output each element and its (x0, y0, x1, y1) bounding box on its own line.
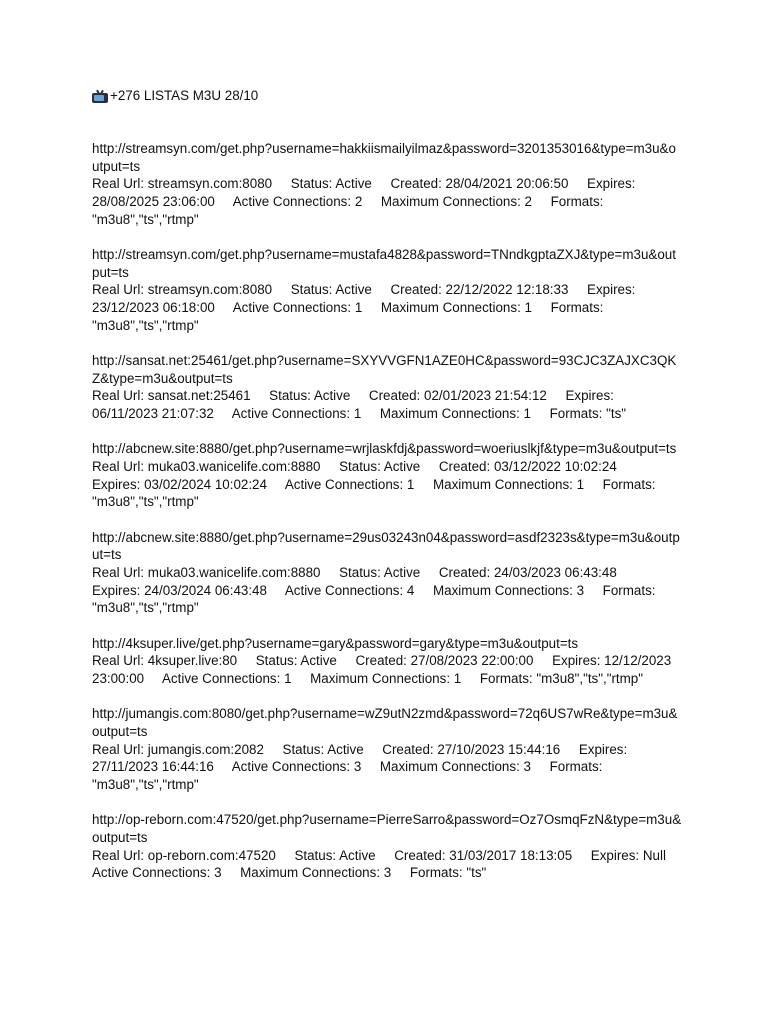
formats-text: Formats: "m3u8","ts","rtmp" (92, 476, 656, 510)
max-connections-text: Maximum Connections: 2 (380, 194, 532, 210)
playlist-url[interactable]: http://4ksuper.live/get.php?username=gary&password=gary&type=m3u&output=ts (92, 635, 579, 651)
status-text: Status: Active (269, 388, 351, 404)
playlist-entry (92, 246, 682, 335)
max-connections-text: Maximum Connections: 1 (380, 300, 532, 316)
document-title: +276 LISTAS M3U 28/10 (110, 88, 259, 104)
status-text: Status: Active (282, 741, 364, 757)
playlist-meta (92, 458, 682, 511)
document-title-row (92, 87, 682, 105)
created-text: Created: 22/12/2022 12:18:33 (390, 282, 569, 298)
playlist-url[interactable]: http://op-reborn.com:47520/get.php?username=PierreSarro&password=Oz7OsmqFzN&type=m3u&output=ts (92, 812, 682, 845)
status-text: Status: Active (290, 282, 372, 298)
playlist-url[interactable]: http://streamsyn.com/get.php?username=hakkiismailyilmaz&password=3201353016&type=m3u&output=ts (92, 141, 676, 174)
expires-text: Expires: 03/02/2024 10:02:24 (92, 476, 267, 492)
playlist-url[interactable]: http://sansat.net:25461/get.php?username=SXYVVGFN1AZE0HC&password=93CJC3ZAJXC3QKZ&type=m3u&output=ts (92, 353, 677, 386)
active-connections-text: Active Connections: 2 (232, 194, 363, 210)
playlist-url[interactable]: http://abcnew.site:8880/get.php?username=29us03243n04&password=asdf2323s&type=m3u&output=ts (92, 529, 680, 563)
active-connections-text: Active Connections: 1 (231, 406, 362, 422)
formats-text: Formats: "ts" (549, 406, 627, 422)
max-connections-text: Maximum Connections: 1 (432, 476, 585, 492)
status-text: Status: Active (290, 176, 372, 192)
playlist-meta (92, 741, 682, 794)
playlist-entry (92, 529, 682, 618)
playlist-meta (92, 564, 682, 617)
playlist-entry (92, 705, 682, 794)
expires-text: Expires: 06/11/2023 21:07:32 (92, 388, 614, 422)
expires-text: Expires: 23/12/2023 06:18:00 (92, 282, 636, 316)
real-url-text: Real Url: op-reborn.com:47520 (92, 847, 276, 863)
max-connections-text: Maximum Connections: 3 (379, 759, 531, 775)
status-text: Status: Active (339, 565, 421, 581)
created-text: Created: 27/10/2023 15:44:16 (382, 741, 561, 757)
formats-text: Formats: "ts" (409, 865, 487, 881)
playlist-entries (92, 140, 682, 882)
formats-text: Formats: "m3u8","ts","rtmp" (92, 759, 603, 793)
active-connections-text: Active Connections: 3 (231, 759, 362, 775)
max-connections-text: Maximum Connections: 1 (379, 406, 531, 422)
formats-text: Formats: "m3u8","ts","rtmp" (92, 194, 604, 227)
real-url-text: Real Url: muka03.wanicelife.com:8880 (92, 459, 321, 475)
real-url-text: Real Url: sansat.net:25461 (92, 388, 251, 404)
playlist-meta (92, 847, 682, 882)
playlist-meta (92, 281, 682, 334)
status-text: Status: Active (294, 847, 376, 863)
playlist-entry (92, 811, 682, 882)
status-text: Status: Active (339, 459, 421, 475)
active-connections-text: Active Connections: 4 (284, 582, 415, 598)
real-url-text: Real Url: jumangis.com:2082 (92, 741, 264, 757)
real-url-text: Real Url: streamsyn.com:8080 (92, 282, 273, 298)
expires-text: Expires: 27/11/2023 16:44:16 (92, 741, 628, 775)
status-text: Status: Active (255, 653, 337, 669)
tv-icon (92, 90, 108, 104)
playlist-entry (92, 140, 682, 229)
document-page (92, 87, 682, 900)
formats-text: Formats: "m3u8","ts","rtmp" (479, 671, 644, 687)
playlist-meta (92, 652, 682, 687)
real-url-text: Real Url: 4ksuper.live:80 (92, 653, 238, 669)
playlist-url[interactable]: http://jumangis.com:8080/get.php?username=wZ9utN2zmd&password=72q6US7wRe&type=m3u&output=ts (92, 706, 678, 739)
real-url-text: Real Url: muka03.wanicelife.com:8880 (92, 565, 321, 581)
playlist-meta (92, 175, 682, 228)
expires-text: Expires: 28/08/2025 23:06:00 (92, 176, 636, 210)
expires-text: Expires: Null (590, 847, 666, 863)
formats-text: Formats: "m3u8","ts","rtmp" (92, 300, 604, 333)
created-text: Created: 24/03/2023 06:43:48 (438, 565, 617, 581)
created-text: Created: 03/12/2022 10:02:24 (438, 459, 617, 475)
playlist-entry (92, 440, 682, 511)
max-connections-text: Maximum Connections: 3 (432, 582, 585, 598)
max-connections-text: Maximum Connections: 3 (240, 865, 392, 881)
formats-text: Formats: "m3u8","ts","rtmp" (92, 582, 656, 616)
created-text: Created: 28/04/2021 20:06:50 (390, 176, 569, 192)
active-connections-text: Active Connections: 1 (232, 300, 363, 316)
created-text: Created: 31/03/2017 18:13:05 (394, 847, 573, 863)
playlist-entry (92, 352, 682, 423)
max-connections-text: Maximum Connections: 1 (310, 671, 462, 687)
playlist-url[interactable]: http://abcnew.site:8880/get.php?username=wrjlaskfdj&password=woeriuslkjf&type=m3u&output=ts (92, 441, 677, 457)
playlist-entry (92, 635, 682, 688)
active-connections-text: Active Connections: 3 (92, 865, 222, 881)
created-text: Created: 27/08/2023 22:00:00 (355, 653, 534, 669)
playlist-meta (92, 387, 682, 422)
created-text: Created: 02/01/2023 21:54:12 (368, 388, 547, 404)
playlist-url[interactable]: http://streamsyn.com/get.php?username=mustafa4828&password=TNndkgptaZXJ&type=m3u&output=ts (92, 247, 676, 280)
active-connections-text: Active Connections: 1 (284, 476, 415, 492)
expires-text: Expires: 12/12/2023 23:00:00 (92, 653, 672, 687)
active-connections-text: Active Connections: 1 (162, 671, 292, 687)
real-url-text: Real Url: streamsyn.com:8080 (92, 176, 273, 192)
expires-text: Expires: 24/03/2024 06:43:48 (92, 582, 267, 598)
